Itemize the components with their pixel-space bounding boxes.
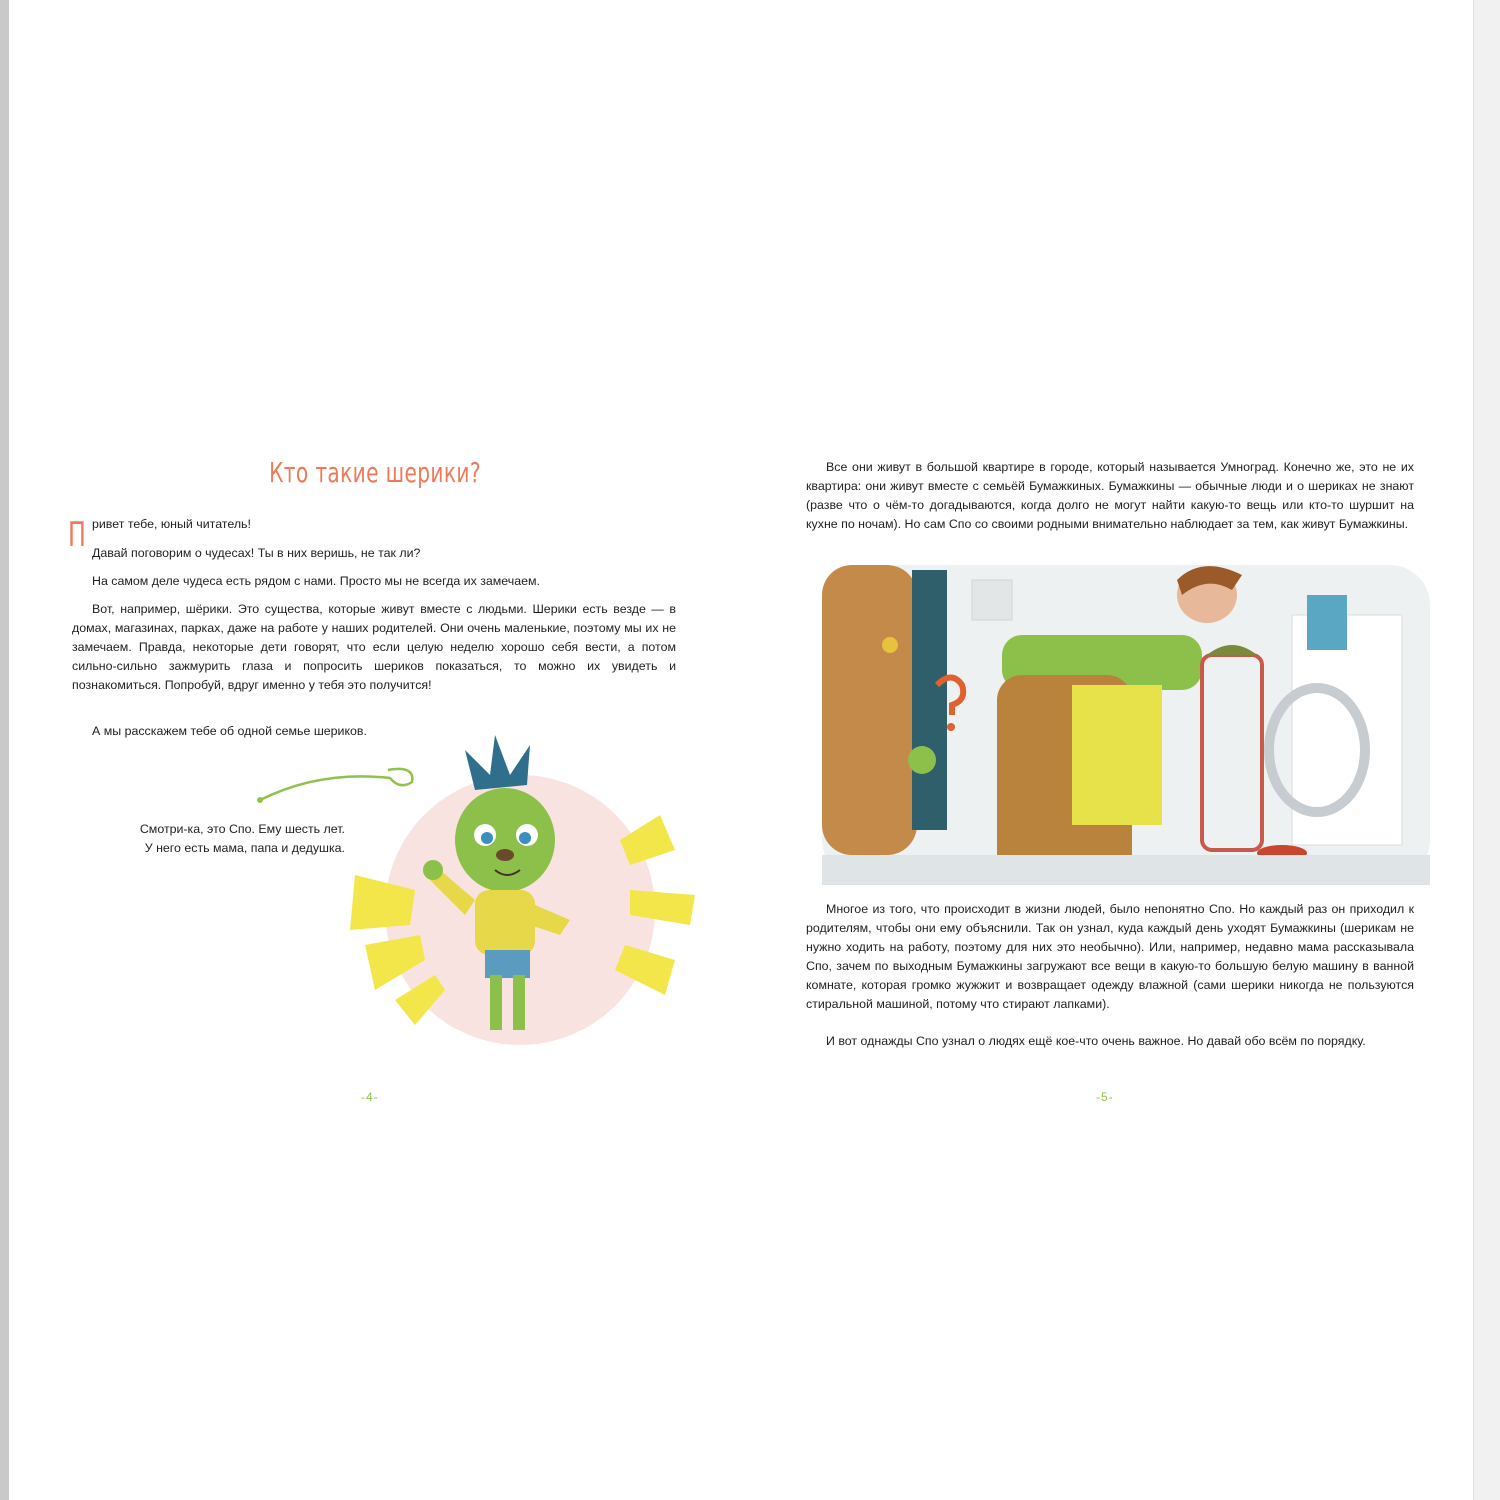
right-paragraph-3: И вот однажды Спо узнал о людях ещё кое-что очень важное. Но давай обо всём по порядку. <box>826 1034 1366 1048</box>
caption-line-2: У него есть мама, папа и дедушка. <box>144 841 345 855</box>
drop-cap: П <box>68 515 86 555</box>
paragraph-2: Давай поговорим о чудесах! Ты в них веришь, не так ли? <box>92 546 421 560</box>
book-left-edge <box>0 0 9 1500</box>
paragraph-4: Вот, например, шёрики. Это существа, которые живут вместе с людьми. Шерики есть везде — в домах, магазинах, парках, даже на работе у наших родителей. Они очень маленькие, поэтому мы их не замечаем. Правда, некоторые дети говорят, что если целую неделю хорошо себя вести, а потом сильно-сильно зажмурить глаза и попросить шериков показаться, то можно их увидеть и познакомиться. Попробуй, вдруг именно у тебя это получится! <box>72 602 676 692</box>
character-caption <box>95 820 345 858</box>
page-title: Кто такие шерики? <box>269 456 481 489</box>
paragraph-greeting <box>72 515 676 534</box>
page-number-right: -5- <box>1096 1090 1114 1104</box>
caption-line-1: Смотри-ка, это Спо. Ему шесть лет. <box>139 822 345 836</box>
paragraph-3: На самом деле чудеса есть рядом с нами. Просто мы не всегда их замечаем. <box>92 574 540 588</box>
spo-character-illustration <box>345 730 705 1060</box>
page-number-left: -4- <box>361 1090 379 1104</box>
laundry-scene-illustration <box>822 555 1430 890</box>
right-paragraph-2: Многое из того, что происходит в жизни людей, было непонятно Спо. Но каждый раз он приходил к родителям, чтобы они ему объяснили. Так он узнал, куда каждый день уходят Бумажкины (шерикам не нужно ходить на работу, поэтому для них это необычно). Или, например, недавно мама рассказывала Спо, зачем по выходным Бумажкины загружают все вещи в какую-то большую белую машину в ванной комнате, которая громко жужжит и возвращает одежду влажной (сами шерики никогда не пользуются стиральной машиной, потому что стирают лапками). <box>806 902 1414 1011</box>
right-paragraph-1: Все они живут в большой квартире в городе, который называется Умноград. Конечно же, это не их квартира: они живут вместе с семьёй Бумажкиных. Бумажкины — обычные люди и о шериках не знают (разве что о чём-то догадываются, когда долго не могут найти какую-то вещь или кто-то шуршит на кухне по ночам). Но сам Спо со своими родными внимательно наблюдает за тем, как живут Бумажкины. <box>806 460 1414 531</box>
paragraph-5: А мы расскажем тебе об одной семье шериков. <box>92 724 367 738</box>
book-right-edge <box>1473 0 1500 1500</box>
greeting-text: ривет тебе, юный читатель! <box>92 517 251 531</box>
